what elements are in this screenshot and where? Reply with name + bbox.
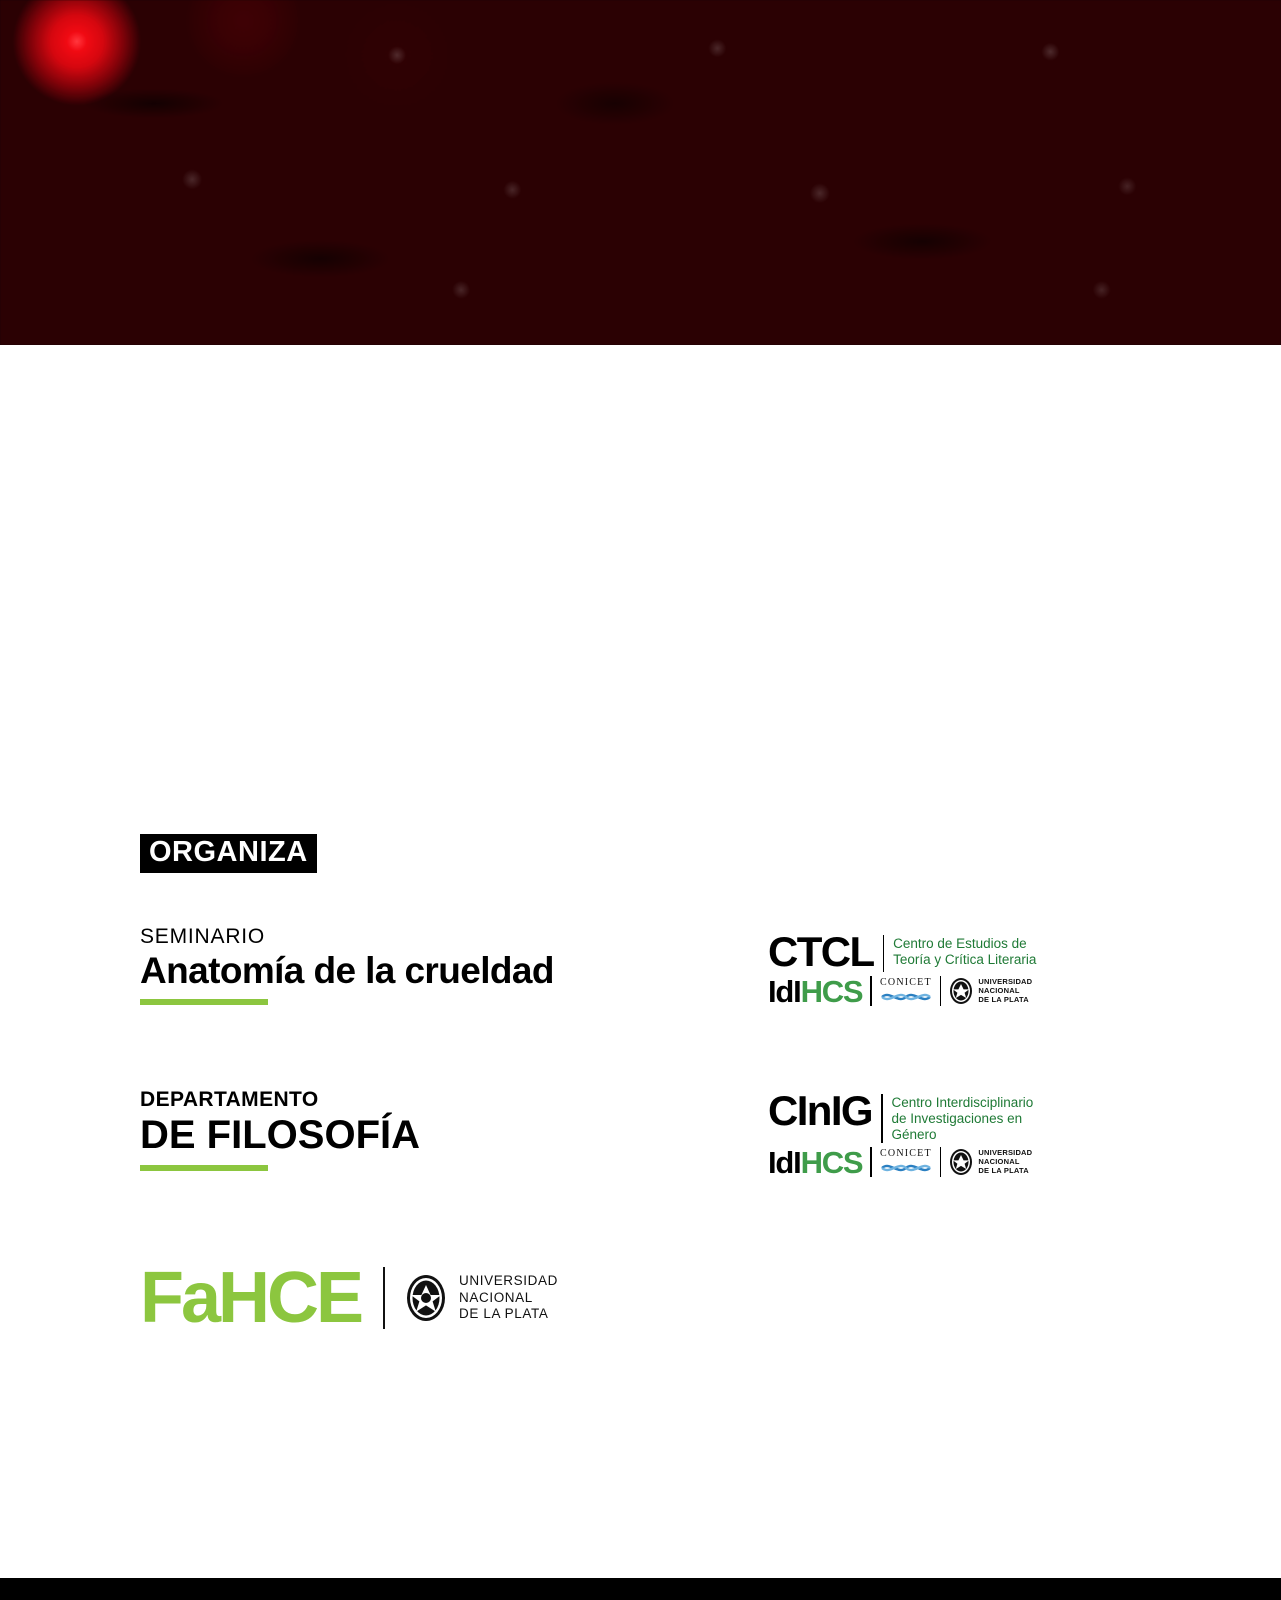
unlp-text-cinig <box>978 1149 1032 1176</box>
unlp-large-line3: DE LA PLATA <box>459 1306 549 1322</box>
cinig-acronym: CInIG <box>768 1087 872 1134</box>
unlp-large-line1: UNIVERSIDAD <box>459 1272 558 1288</box>
unlp-line2-cinig: NACIONAL <box>978 1156 1020 1166</box>
cinig-description: Centro Interdisciplinario de Investigaciones en Género <box>891 1095 1034 1142</box>
ctcl-vertical-bar-1 <box>870 976 872 1006</box>
unlp-text-large <box>459 1273 558 1324</box>
unlp-line1: UNIVERSIDAD <box>978 976 1033 986</box>
ctcl-description: Centro de Estudios de Teoría y Crítica Literaria <box>893 936 1037 967</box>
unlp-line2: NACIONAL <box>978 985 1020 995</box>
logo-ctcl <box>768 928 1053 1009</box>
cinig-vertical-bar-1 <box>870 1147 872 1177</box>
idihcs-wordmark-cinig <box>768 1144 863 1180</box>
idihcs-suffix: HCS <box>800 973 863 1009</box>
ctcl-acronym: CTCL <box>768 928 874 975</box>
ctcl-bottom-row <box>768 973 1053 1009</box>
conicet-helix-icon <box>880 989 932 1005</box>
unlp-shield-icon-cinig <box>949 1148 973 1176</box>
unlp-shield-icon <box>949 977 973 1005</box>
unlp-line1-cinig: UNIVERSIDAD <box>978 1148 1033 1157</box>
roses-highlight-layer <box>0 0 1281 345</box>
footer-bar <box>0 1578 1281 1600</box>
fahce-wordmark: FaHCE <box>140 1258 362 1338</box>
organizer-block-departamento <box>140 1088 420 1171</box>
unlp-line3: DE LA PLATA <box>978 994 1029 1004</box>
departamento-kicker: DEPARTAMENTO <box>140 1088 319 1111</box>
ctcl-divider <box>883 935 885 972</box>
conicet-logo <box>880 978 932 1005</box>
conicet-helix-icon-cinig <box>880 1160 932 1176</box>
unlp-line3-cinig: DE LA PLATA <box>978 1165 1029 1175</box>
unlp-text-ctcl <box>978 978 1032 1005</box>
organiza-label: ORGANIZA <box>140 834 317 873</box>
unlp-logo-small-ctcl <box>949 977 1032 1005</box>
unlp-logo-large <box>405 1273 558 1324</box>
ctcl-vertical-bar-2 <box>940 976 942 1006</box>
departamento-title: DE FILOSOFÍA <box>140 1113 420 1158</box>
conicet-label: CONICET <box>880 976 932 988</box>
idihcs-wordmark <box>768 973 863 1009</box>
idihcs-suffix-cinig: HCS <box>800 1144 863 1180</box>
logo-fahce-unlp <box>140 1258 558 1338</box>
seminario-accent-rule <box>140 999 268 1005</box>
unlp-large-line2: NACIONAL <box>459 1289 533 1305</box>
cinig-divider <box>881 1094 883 1143</box>
unlp-shield-icon-large <box>405 1273 447 1323</box>
cinig-top-row <box>768 1087 1052 1143</box>
conicet-logo-cinig <box>880 1149 932 1176</box>
idihcs-prefix: IdI <box>768 973 801 1009</box>
cinig-vertical-bar-2 <box>940 1147 942 1177</box>
hero-photo-roses <box>0 0 1281 345</box>
unlp-logo-small-cinig <box>949 1148 1032 1176</box>
seminario-kicker: SEMINARIO <box>140 925 266 948</box>
ctcl-top-row <box>768 928 1053 975</box>
logo-cinig <box>768 1087 1052 1180</box>
seminario-title: Anatomía de la crueldad <box>140 950 554 992</box>
cinig-bottom-row <box>768 1144 1052 1180</box>
departamento-accent-rule <box>140 1165 268 1171</box>
organizer-block-seminario <box>140 925 554 1005</box>
conicet-label-cinig: CONICET <box>880 1147 932 1159</box>
idihcs-prefix-cinig: IdI <box>768 1144 801 1180</box>
fahce-divider <box>383 1267 385 1329</box>
